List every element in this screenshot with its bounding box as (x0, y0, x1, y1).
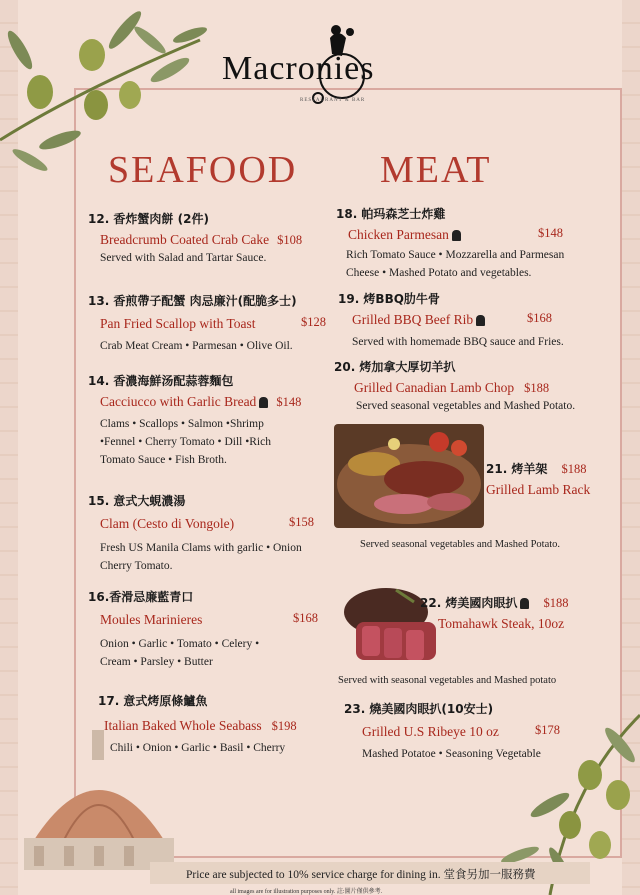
item-description: Tomato Sauce • Fish Broth. (100, 454, 227, 466)
item-number-chinese: 20. 烤加拿大厚切羊扒 (334, 360, 456, 374)
menu-item (88, 210, 338, 267)
item-name: Grilled U.S Ribeye 10 oz (362, 724, 499, 739)
lamb-rack-photo (334, 424, 484, 528)
item-number-chinese: 12. 香炸蟹肉餅 (2件) (88, 212, 209, 226)
item-number-chinese: 13. 香煎帶子配蟹 肉忌廉汁(配脆多士) (88, 294, 297, 308)
chef-recommend-icon (452, 230, 461, 241)
item-name: Moules Marinieres (100, 612, 203, 627)
menu-item (338, 290, 608, 351)
item-number-chinese: 21. 烤羊架 (486, 462, 548, 476)
item-number-chinese: 18. 帕玛森芝士炸雞 (336, 207, 446, 221)
item-description: Served with seasonal vegetables and Mashed potato (338, 675, 557, 686)
item-number-chinese: 14. 香濃海鮮汤配蒜蓉麵包 (88, 374, 234, 388)
chef-recommend-icon (520, 598, 529, 609)
menu-item (334, 358, 614, 415)
item-price: $178 (535, 723, 560, 737)
item-description: Onion • Garlic • Tomato • Celery • (100, 638, 260, 650)
service-charge-note: Price are subjected to 10% service charge for dining in. 堂食另加一服務費 (186, 869, 536, 881)
menu-item (336, 205, 606, 282)
item-description: Clams • Scallops • Salmon •Shrimp (100, 418, 264, 430)
seafood-heading: SEAFOOD (108, 149, 298, 191)
item-description: Cheese • Mashed Potato and vegetables. (346, 267, 532, 279)
item-description: Served with homemade BBQ sauce and Fries. (352, 336, 564, 348)
meat-heading: MEAT (380, 149, 492, 191)
item-number-chinese: 19. 烤BBQ肋牛骨 (338, 292, 440, 306)
item-number-chinese: 16.香滑忌廉藍青口 (88, 590, 194, 604)
menu-item (420, 594, 610, 632)
item-name: Grilled Lamb Rack (486, 482, 591, 497)
item-price: $108 (277, 233, 303, 247)
item-name: Pan Fried Scallop with Toast (100, 316, 256, 331)
item-price: $168 (527, 311, 552, 325)
item-price: $148 (538, 226, 563, 240)
item-description: Served with Salad and Tartar Sauce. (100, 252, 267, 264)
item-number-chinese: 22. 烤美國肉眼扒 (420, 596, 518, 610)
item-price: $148 (276, 395, 302, 409)
item-number-chinese: 17. 意式烤原條鱸魚 (98, 694, 208, 708)
brand-tagline: RESTAURANT & BAR (300, 98, 366, 103)
menu-item (88, 292, 338, 355)
item-name: Grilled BBQ Beef Rib (352, 312, 474, 327)
item-description: Cream • Parsley • Butter (100, 656, 213, 668)
item-description: Served seasonal vegetables and Mashed Potato. (360, 539, 561, 550)
item-name: Chicken Parmesan (348, 227, 449, 242)
item-price: $128 (301, 315, 326, 329)
item-description: Crab Meat Cream • Parmesan • Olive Oil. (100, 340, 293, 352)
menu-item (88, 372, 338, 469)
item-description: Rich Tomato Sauce • Mozzarella and Parmesan (346, 249, 565, 261)
item-name: Grilled Canadian Lamb Chop (354, 380, 515, 395)
brand-logo: Macronies (222, 50, 375, 87)
item-description: Chili • Onion • Garlic • Basil • Cherry (110, 742, 286, 754)
item-name: Tomahawk Steak, 10oz (438, 616, 565, 631)
item-name: Breadcrumb Coated Crab Cake (100, 232, 270, 247)
item-number-chinese: 23. 燒美國肉眼扒(10安士) (344, 702, 494, 716)
menu-item (88, 588, 338, 671)
illustration-note: all images are for illustration purposes only. 註:圖片僅供參考. (230, 889, 383, 895)
menu-item (88, 492, 338, 575)
item-description: Cherry Tomato. (100, 560, 173, 572)
item-price: $168 (293, 611, 318, 625)
chef-recommend-icon (259, 397, 268, 408)
cathedral-dome-illustration (24, 730, 174, 870)
item-description: Mashed Potatoe • Seasoning Vegetable (362, 748, 541, 760)
item-price: $158 (289, 515, 314, 529)
menu-item (486, 460, 606, 498)
item-number-chinese: 15. 意式大蜆濃湯 (88, 494, 186, 508)
item-price: $188 (543, 596, 569, 610)
item-price: $198 (271, 719, 297, 733)
item-price: $188 (524, 381, 550, 395)
item-description: •Fennel • Cherry Tomato • Dill •Rich (100, 436, 271, 448)
chef-recommend-icon (476, 315, 485, 326)
item-description: Fresh US Manila Clams with garlic • Onion (100, 542, 302, 554)
item-description: Served seasonal vegetables and Mashed Potato. (356, 400, 576, 412)
item-name: Clam (Cesto di Vongole) (100, 516, 235, 531)
item-name: Italian Baked Whole Seabass (104, 718, 262, 733)
item-name: Cacciucco with Garlic Bread (100, 394, 257, 409)
item-price: $188 (561, 462, 587, 476)
